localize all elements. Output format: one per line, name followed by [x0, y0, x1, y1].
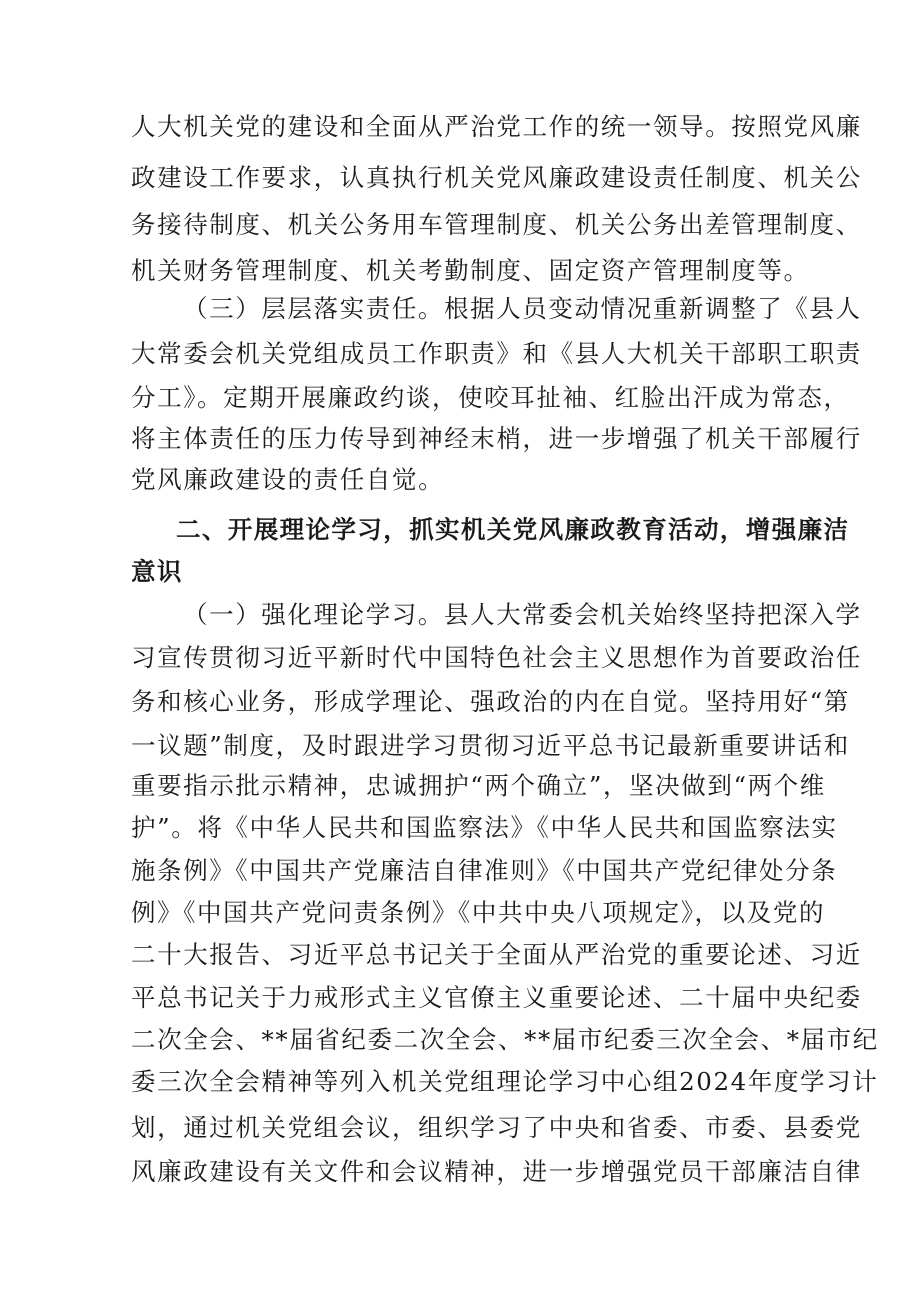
body-text-line: 务接待制度、机关公务用车管理制度、机关公务出差管理制度、 [131, 210, 862, 239]
body-text-line: 习宣传贯彻习近平新时代中国特色社会主义思想作为首要政治任 [131, 643, 862, 672]
body-text-line: 二次全会、**届省纪委二次全会、**届市纪委三次全会、*届市纪 [131, 1025, 879, 1054]
body-text-line: 分工》。定期开展廉政约谈，使咬耳扯袖、红脸出汗成为常态， [131, 383, 850, 412]
body-text-line: 将主体责任的压力传导到神经末梢，进一步增强了机关干部履行 [131, 424, 862, 453]
section-heading: 二、开展理论学习，抓实机关党风廉政教育活动，增强廉洁 [176, 515, 850, 544]
body-text-line: 重要指示批示精神，忠诚拥护“两个确立”，坚决做到“两个维 [131, 771, 826, 800]
paragraph-first-line: （一）强化理论学习。县人大常委会机关始终坚持把深入学 [183, 600, 862, 629]
body-text-line: 二十大报告、习近平总书记关于全面从严治党的重要论述、习近 [131, 940, 862, 969]
body-text-line: 政建设工作要求，认真执行机关党风廉政建设责任制度、机关公 [131, 163, 862, 192]
body-text-line: 护”。将《中华人民共和国监察法》《中华人民共和国监察法实 [131, 813, 838, 842]
body-text-line: 机关财务管理制度、机关考勤制度、固定资产管理制度等。 [131, 256, 810, 285]
body-text-line: 党风廉政建设的责任自觉。 [131, 465, 445, 494]
body-text-line: 风廉政建设有关文件和会议精神，进一步增强党员干部廉洁自律 [131, 1157, 862, 1186]
body-text-line: 划，通过机关党组会议，组织学习了中央和省委、市委、县委党 [131, 1113, 862, 1142]
body-text-line: 一议题”制度，及时跟进学习贯彻习近平总书记最新重要讲话和 [131, 731, 850, 760]
body-text-line: 施条例》《中国共产党廉洁自律准则》《中国共产党纪律处分条 [131, 856, 838, 885]
body-text-line: 人大机关党的建设和全面从严治党工作的统一领导。按照党风廉 [131, 112, 862, 141]
paragraph-first-line: （三）层层落实责任。根据人员变动情况重新调整了《县人 [183, 294, 862, 323]
body-text-line: 平总书记关于力戒形式主义官僚主义重要论述、二十届中央纪委 [131, 983, 862, 1012]
body-text-line: 务和核心业务，形成学理论、强政治的内在自觉。坚持用好“第 [131, 687, 850, 716]
section-heading-continued: 意识 [131, 557, 183, 586]
body-text-line: 例》《中国共产党问责条例》《中共中央八项规定》，以及党的 [131, 898, 826, 927]
body-text-line: 委三次全会精神等列入机关党组理论学习中心组2024年度学习计 [131, 1067, 879, 1096]
body-text-line: 大常委会机关党组成员工作职责》和《县人大机关干部职工职责 [131, 339, 862, 368]
